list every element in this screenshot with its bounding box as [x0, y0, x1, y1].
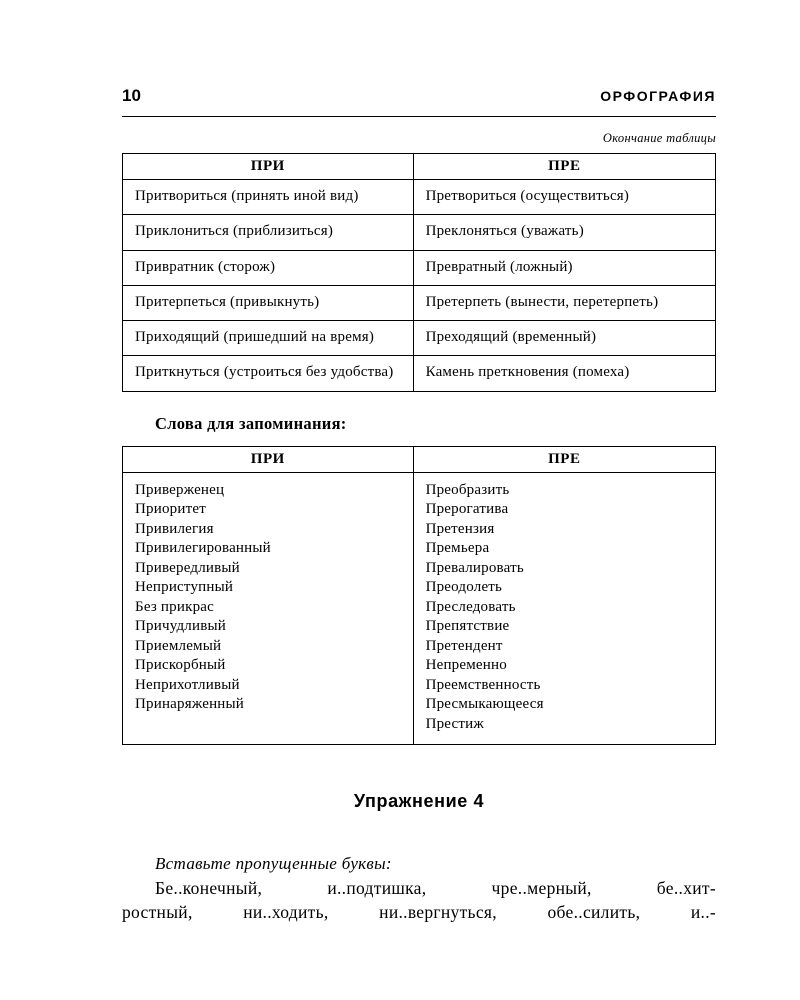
pre-cell: Преходящий (временный): [413, 321, 715, 356]
memorize-words-table: [122, 446, 716, 746]
pre-cell: Преклоняться (уважать): [413, 215, 715, 250]
table-row: [123, 250, 716, 285]
pre-word: Непременно: [425, 657, 507, 673]
table-row: [123, 180, 716, 215]
pri-word: Привилегия: [135, 520, 214, 537]
column-header-pre: ПРЕ: [413, 446, 715, 472]
pre-word: Прерогатива: [425, 501, 509, 517]
table-row: [123, 472, 716, 745]
column-header-pri: ПРИ: [123, 154, 414, 180]
pre-cell: Претвориться (осуществиться): [413, 180, 715, 215]
column-header-pri: ПРИ: [123, 446, 414, 472]
page-header: [122, 86, 716, 117]
memorize-heading: Слова для запоминания:: [155, 413, 347, 433]
pri-cell: Приклониться (приблизиться): [123, 215, 414, 250]
table-header-row: [123, 446, 716, 472]
pre-word: Премьера: [425, 540, 490, 556]
column-header-pre: ПРЕ: [413, 154, 715, 180]
table-row: [123, 285, 716, 320]
pri-word-list: [123, 472, 414, 745]
table-header-row: [123, 154, 716, 180]
pri-word: Приоритет: [135, 501, 206, 517]
pri-word: Неприхотливый: [135, 676, 240, 693]
pri-word: Приемлемый: [135, 637, 222, 654]
pri-word: Принаряженный: [135, 696, 245, 712]
pri-cell: Приходящий (пришедший на время): [123, 321, 414, 356]
pri-cell: Приткнуться (устроиться без удобства): [123, 356, 414, 391]
pri-word: Прискорбный: [135, 657, 226, 673]
pre-word: Престиж: [425, 715, 484, 732]
table-row: [123, 321, 716, 356]
pri-word: Неприступный: [135, 579, 234, 595]
pre-word: Претензия: [425, 520, 495, 537]
pre-word: Превалировать: [425, 559, 524, 576]
table-row: [123, 215, 716, 250]
exercise-instruction: Вставьте пропущенные буквы:: [155, 854, 392, 873]
pre-word: Преобразить: [425, 481, 510, 498]
pre-word-list: [413, 472, 715, 745]
pre-word: Претендент: [425, 637, 503, 654]
pre-word: Преследовать: [425, 598, 516, 615]
exercise-text-line: ростный, ни..ходить, ни..вергнуться, обе..силить, и..-: [122, 902, 716, 923]
pre-cell: Камень преткновения (помеха): [413, 356, 715, 391]
table-continuation-caption: Окончание таблицы: [602, 131, 716, 145]
book-page: [122, 0, 716, 924]
pre-word: Пресмыкающееся: [425, 696, 544, 712]
pri-cell: Притвориться (принять иной вид): [123, 180, 414, 215]
exercise-text-line: Бе..конечный, и..подтишка, чре..мерный, бе..хит-: [155, 878, 716, 898]
page-number: 10: [122, 86, 141, 105]
page-header-title: ОРФОГРАФИЯ: [600, 88, 716, 104]
table-row: [123, 356, 716, 391]
exercise-text: [122, 876, 716, 924]
pre-cell: Превратный (ложный): [413, 250, 715, 285]
pri-word: Привилегированный: [135, 540, 271, 556]
exercise-title: Упражнение 4: [353, 791, 485, 811]
pre-word: Преодолеть: [425, 579, 503, 595]
pri-word: Привередливый: [135, 559, 240, 576]
pri-word: Причудливый: [135, 618, 226, 634]
pre-word: Преемственность: [425, 676, 541, 693]
pri-cell: Притерпеться (привыкнуть): [123, 285, 414, 320]
pri-cell: Привратник (сторож): [123, 250, 414, 285]
pri-word: Без прикрас: [135, 598, 214, 615]
pre-word: Препятствие: [425, 618, 510, 634]
pri-word: Приверженец: [135, 481, 225, 498]
pre-cell: Претерпеть (вынести, перетерпеть): [413, 285, 715, 320]
pri-pre-examples-table: [122, 153, 716, 392]
